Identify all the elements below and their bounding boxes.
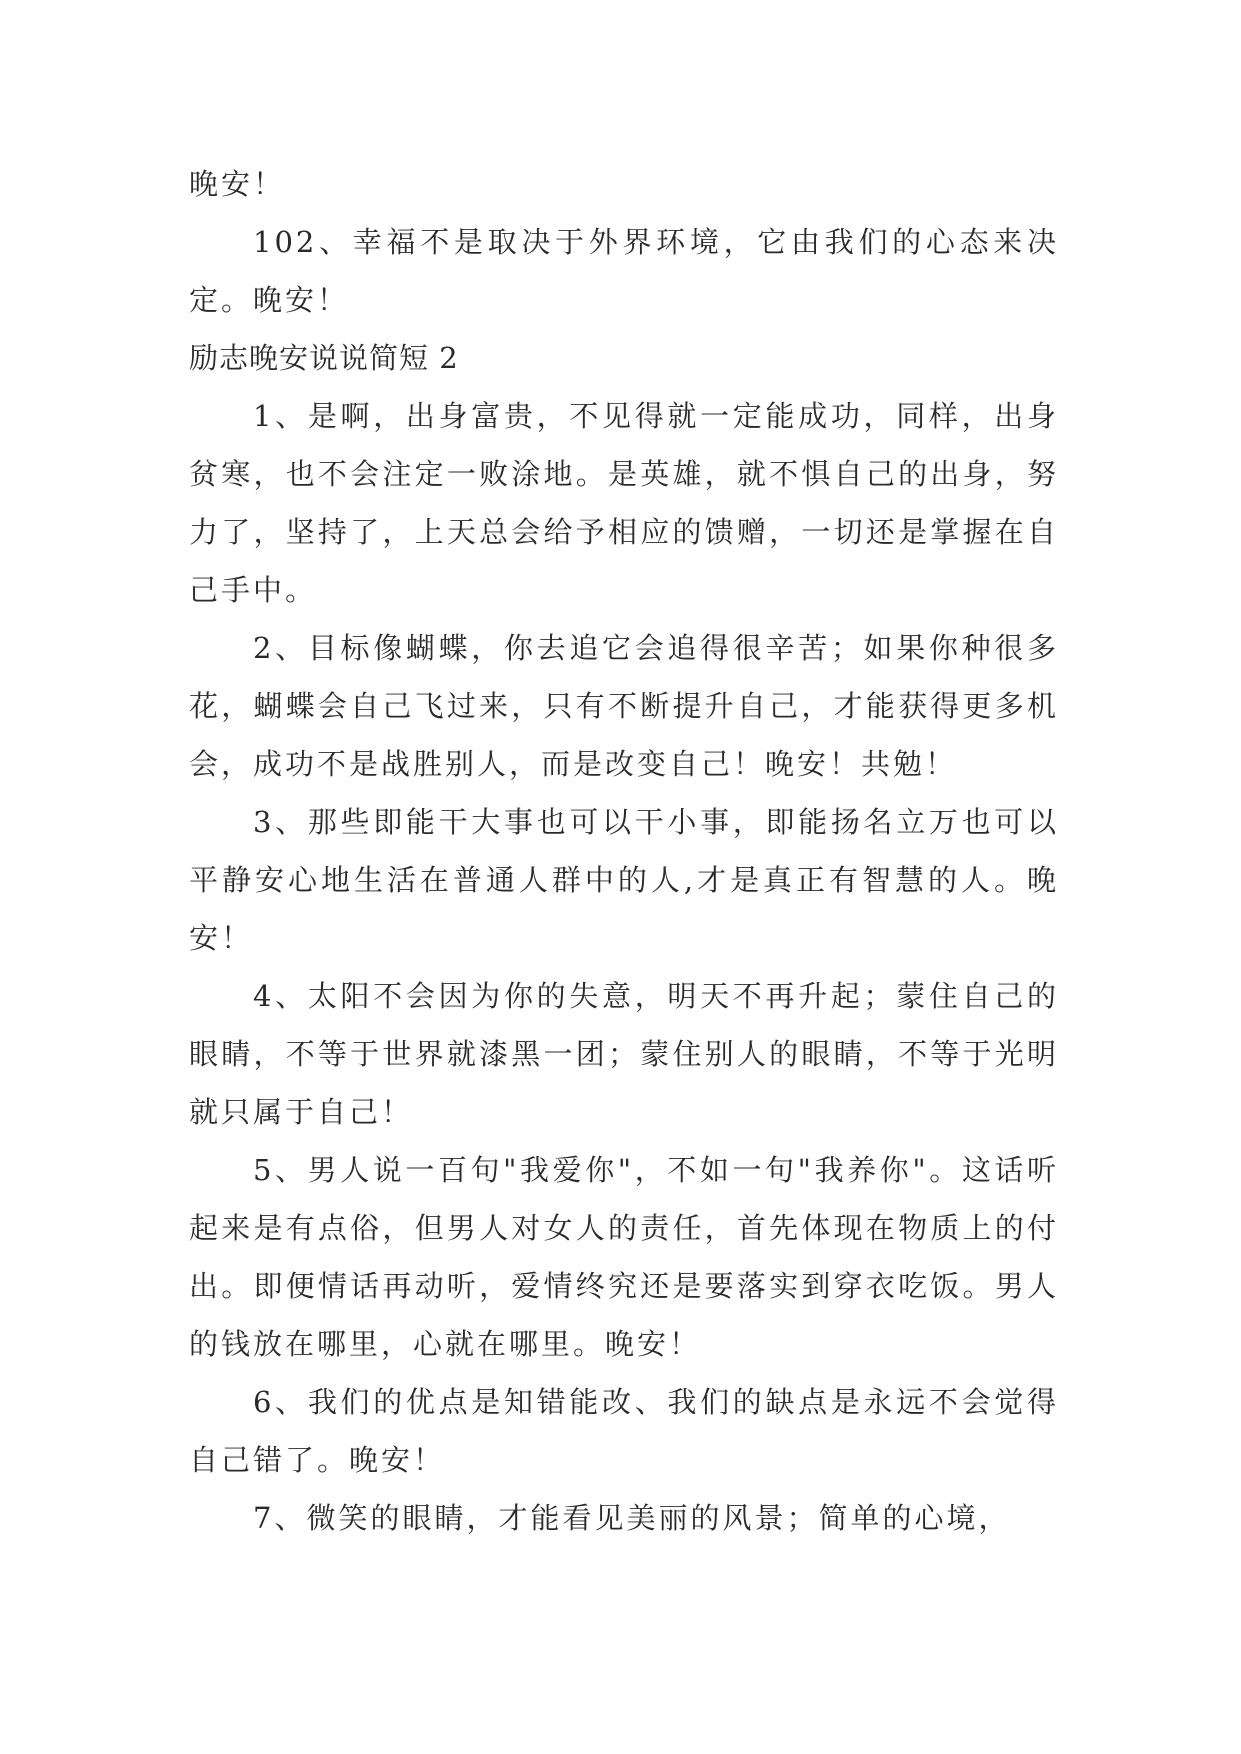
paragraph-7: 7、微笑的眼睛，才能看见美丽的风景；简单的心境， xyxy=(253,1501,1011,1535)
section-heading: 励志晚安说说简短 2 xyxy=(189,341,459,375)
paragraph-4: 4、太阳不会因为你的失意，明天不再升起；蒙住自己的眼睛，不等于世界就漆黑一团；蒙住别人的眼睛，不等于光明就只属于自己！ xyxy=(189,979,1059,1129)
paragraph-2: 2、目标像蝴蝶，你去追它会追得很辛苦；如果你种很多花，蝴蝶会自己飞过来，只有不断提升自己，才能获得更多机会，成功不是战胜别人，而是改变自己！晚安！共勉！ xyxy=(189,631,1059,781)
paragraph-closing: 晚安！ xyxy=(189,167,286,201)
paragraph-3: 3、那些即能干大事也可以干小事，即能扬名立万也可以平静安心地生活在普通人群中的人,才是真正有智慧的人。晚安！ xyxy=(189,805,1059,955)
document-body xyxy=(189,155,1059,1547)
paragraph-5: 5、男人说一百句"我爱你"，不如一句"我养你"。这话听起来是有点俗，但男人对女人的责任，首先体现在物质上的付出。即便情话再动听，爱情终究还是要落实到穿衣吃饭。男人的钱放在哪里，心就在哪里。晚安！ xyxy=(189,1153,1059,1361)
paragraph-1: 1、是啊，出身富贵，不见得就一定能成功，同样，出身贫寒，也不会注定一败涂地。是英雄，就不惧自己的出身，努力了，坚持了，上天总会给予相应的馈赠，一切还是掌握在自己手中。 xyxy=(189,399,1059,607)
paragraph-102: 102、幸福不是取决于外界环境，它由我们的心态来决定。晚安！ xyxy=(189,225,1059,317)
paragraph-6: 6、我们的优点是知错能改、我们的缺点是永远不会觉得自己错了。晚安！ xyxy=(189,1385,1059,1477)
